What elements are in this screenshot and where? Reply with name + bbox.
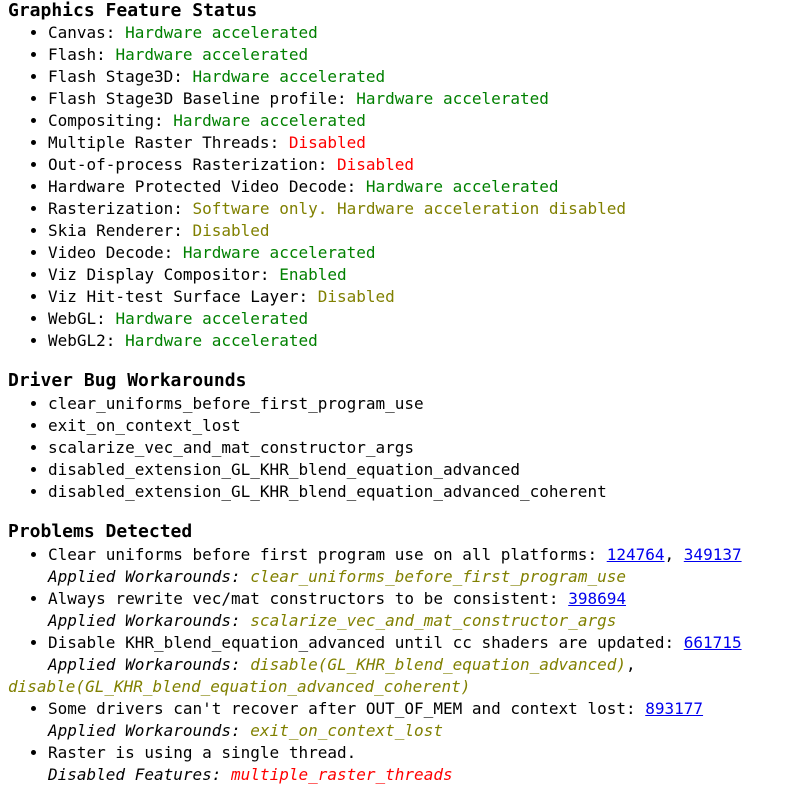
- feature-item-viz-hit-test: • Viz Hit-test Surface Layer: Disabled: [48, 286, 626, 308]
- feature-status: Disabled: [192, 221, 270, 240]
- applied-workaround-value: disable(GL_KHR_blend_equation_advanced): [250, 655, 626, 674]
- workaround-item: • clear_uniforms_before_first_program_use: [48, 393, 607, 415]
- feature-item-rasterization: • Rasterization: Software only. Hardware acceleration disabled: [48, 198, 626, 220]
- applied-workaround-value: clear_uniforms_before_first_program_use: [250, 567, 626, 586]
- feature-status: Hardware accelerated: [115, 309, 309, 328]
- problem-description: Some drivers can't recover after OUT_OF_MEM and context lost:: [48, 699, 636, 718]
- feature-name: Multiple Raster Threads: [48, 133, 270, 152]
- feature-status: Enabled: [279, 265, 347, 284]
- separator: ,: [625, 655, 636, 674]
- problem-item: [8, 632, 742, 698]
- feature-name: WebGL2: [48, 331, 106, 350]
- feature-name: Hardware Protected Video Decode: [48, 177, 347, 196]
- feature-name: Video Decode: [48, 243, 164, 262]
- feature-status-list: [8, 22, 626, 352]
- workaround-item: • exit_on_context_lost: [48, 415, 607, 437]
- feature-status: Hardware accelerated: [125, 331, 318, 350]
- feature-name: Flash: [48, 45, 97, 64]
- feature-item-video-decode: • Video Decode: Hardware accelerated: [48, 242, 626, 264]
- feature-item-webgl2: • WebGL2: Hardware accelerated: [48, 330, 626, 352]
- feature-name: Out-of-process Rasterization: [48, 155, 318, 174]
- feature-status: Hardware accelerated: [115, 45, 309, 64]
- problem-item: [48, 698, 742, 742]
- feature-status: Hardware accelerated: [173, 111, 366, 130]
- problem-description: Always rewrite vec/mat constructors to be consistent:: [48, 589, 559, 608]
- feature-name: WebGL: [48, 309, 97, 328]
- feature-item-multiple-raster-threads: • Multiple Raster Threads: Disabled: [48, 132, 626, 154]
- feature-item-compositing: • Compositing: Hardware accelerated: [48, 110, 626, 132]
- problem-description: Clear uniforms before first program use on all platforms:: [48, 545, 598, 564]
- feature-item-flash-stage3d: • Flash Stage3D: Hardware accelerated: [48, 66, 626, 88]
- bug-link[interactable]: 398694: [568, 589, 626, 608]
- feature-item-flash: • Flash: Hardware accelerated: [48, 44, 626, 66]
- workaround-item: • scalarize_vec_and_mat_constructor_args: [48, 437, 607, 459]
- disabled-features-label: Disabled Features:: [48, 765, 222, 784]
- bug-link[interactable]: 124764: [606, 545, 665, 564]
- feature-item-webgl: • WebGL: Hardware accelerated: [48, 308, 626, 330]
- applied-workarounds-label: Applied Workarounds:: [48, 655, 241, 674]
- feature-item-skia-renderer: • Skia Renderer: Disabled: [48, 220, 626, 242]
- feature-status: Hardware accelerated: [365, 177, 559, 196]
- feature-status: Disabled: [288, 133, 366, 152]
- feature-name: Flash Stage3D Baseline profile: [48, 89, 337, 108]
- feature-name: Flash Stage3D: [48, 67, 174, 86]
- feature-item-oop-rasterization: • Out-of-process Rasterization: Disabled: [48, 154, 626, 176]
- separator: ,: [664, 545, 675, 564]
- workarounds-heading: Driver Bug Workarounds: [8, 370, 247, 391]
- feature-item-flash-stage3d-baseline: • Flash Stage3D Baseline profile: Hardware accelerated: [48, 88, 626, 110]
- applied-workarounds-label: Applied Workarounds:: [48, 721, 241, 740]
- problem-item: [48, 742, 742, 786]
- feature-name: Rasterization: [48, 199, 174, 218]
- feature-item-viz-display-compositor: • Viz Display Compositor: Enabled: [48, 264, 626, 286]
- problem-item: [48, 544, 742, 588]
- feature-status: Disabled: [317, 287, 395, 306]
- bug-link[interactable]: 893177: [645, 699, 704, 718]
- feature-status: Disabled: [336, 155, 415, 174]
- feature-status: Software only. Hardware acceleration disabled: [192, 199, 626, 218]
- feature-name: Viz Display Compositor: [48, 265, 260, 284]
- feature-status: Hardware accelerated: [356, 89, 549, 108]
- feature-name: Canvas: [48, 23, 106, 42]
- workaround-item: • disabled_extension_GL_KHR_blend_equation_advanced_coherent: [48, 481, 607, 503]
- problem-description: Disable KHR_blend_equation_advanced until cc shaders are updated:: [48, 633, 675, 652]
- disabled-feature-value: multiple_raster_threads: [231, 765, 453, 784]
- problem-description: Raster is using a single thread.: [48, 743, 357, 762]
- problems-list: [8, 544, 742, 786]
- feature-status-heading: Graphics Feature Status: [8, 0, 258, 21]
- feature-status: Hardware accelerated: [125, 23, 318, 42]
- applied-workarounds-label: Applied Workarounds:: [48, 567, 241, 586]
- problems-heading: Problems Detected: [8, 521, 193, 542]
- feature-name: Compositing: [48, 111, 154, 130]
- applied-workaround-value: disable(GL_KHR_blend_equation_advanced_coherent): [8, 677, 471, 696]
- feature-item-canvas: • Canvas: Hardware accelerated: [48, 22, 626, 44]
- feature-item-protected-video-decode: • Hardware Protected Video Decode: Hardware accelerated: [48, 176, 626, 198]
- feature-status: Hardware accelerated: [192, 67, 386, 86]
- workarounds-list: [8, 393, 607, 503]
- bug-link[interactable]: 661715: [683, 633, 742, 652]
- applied-workaround-value: exit_on_context_lost: [250, 721, 443, 740]
- applied-workaround-value: scalarize_vec_and_mat_constructor_args: [250, 611, 617, 630]
- bug-link[interactable]: 349137: [683, 545, 742, 564]
- problem-item: [48, 588, 742, 632]
- feature-name: Skia Renderer: [48, 221, 174, 240]
- workaround-item: • disabled_extension_GL_KHR_blend_equation_advanced: [48, 459, 607, 481]
- feature-status: Hardware accelerated: [182, 243, 376, 262]
- feature-name: Viz Hit-test Surface Layer: [48, 287, 299, 306]
- applied-workarounds-label: Applied Workarounds:: [48, 611, 241, 630]
